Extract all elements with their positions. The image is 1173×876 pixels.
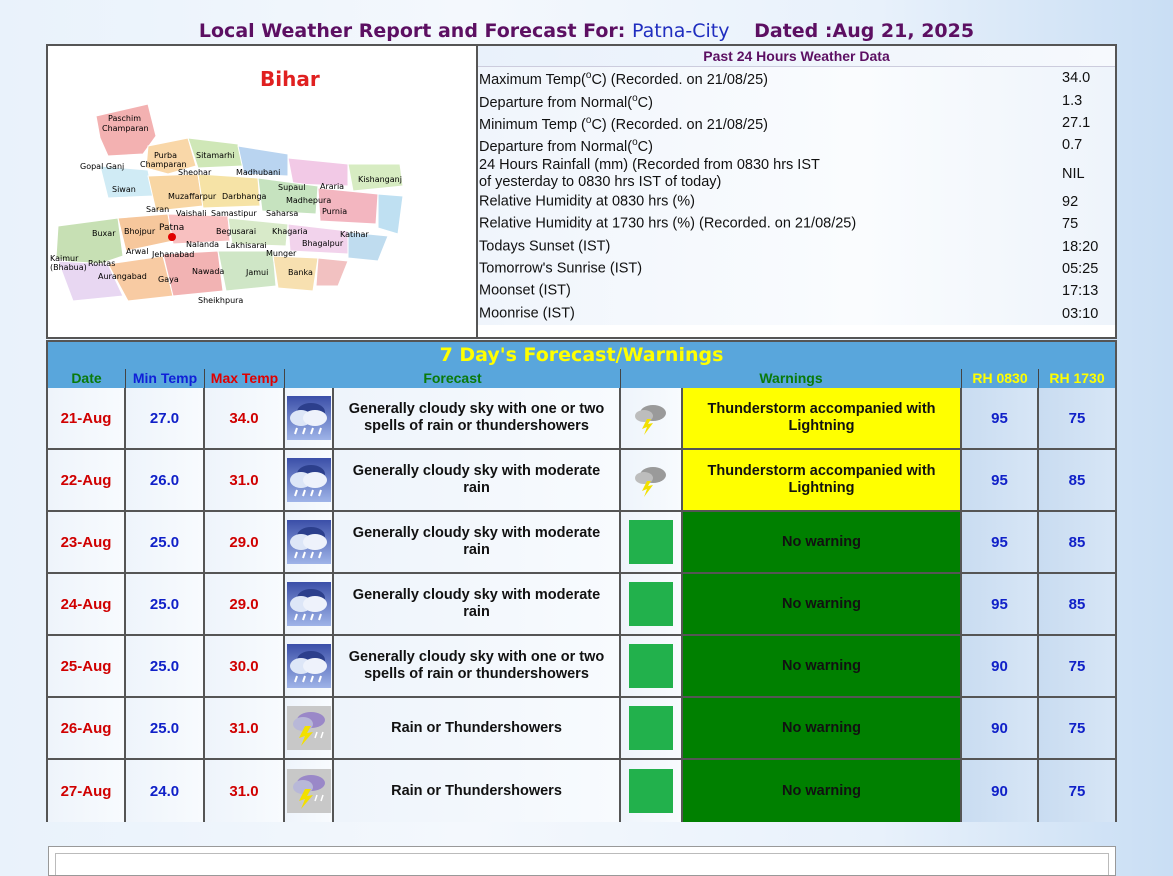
- title-prefix: Local Weather Report and Forecast For:: [198, 20, 626, 42]
- min-temp-text: 25.0: [149, 533, 180, 551]
- svg-text:Lakhisarai: Lakhisarai: [226, 241, 267, 250]
- summary-block: [46, 44, 1117, 339]
- forecast-icon-cell: [285, 388, 334, 450]
- bihar-map: [48, 46, 478, 337]
- warning-text-cell: [683, 574, 962, 636]
- svg-text:Jamui: Jamui: [246, 268, 269, 277]
- rh-0830-cell: [962, 512, 1039, 574]
- no-warning-square-icon: [629, 706, 673, 750]
- forecast-text-text: Generally cloudy sky with moderate rain: [352, 463, 601, 496]
- past-row-rh-0830: Relative Humidity at 0830 hrs (%) 92: [478, 191, 1115, 213]
- rh-0830-text: 95: [991, 533, 1008, 551]
- warning-text: No warning: [782, 533, 861, 550]
- header-forecast: Forecast: [285, 369, 621, 388]
- header-rh-0830: RH 0830: [962, 369, 1039, 388]
- thunderstorm-cloud-icon: [631, 401, 671, 435]
- svg-text:Darbhanga: Darbhanga: [222, 192, 267, 201]
- max-temp-cell: [205, 760, 285, 822]
- max-temp-cell: [205, 512, 285, 574]
- date-text: 21-Aug: [60, 409, 112, 427]
- rh-1730-cell: [1039, 760, 1115, 822]
- svg-text:Araria: Araria: [320, 182, 345, 191]
- warning-icon-cell: [621, 636, 683, 698]
- svg-text:Katihar: Katihar: [340, 230, 369, 239]
- svg-text:Aurangabad: Aurangabad: [98, 272, 147, 281]
- date-text: 25-Aug: [60, 657, 112, 675]
- max-temp-text: 29.0: [229, 533, 259, 551]
- rh-1730-text: 75: [1068, 782, 1086, 800]
- forecast-text-cell: [334, 512, 621, 574]
- svg-text:Champaran: Champaran: [102, 124, 149, 133]
- forecast-icon-cell: [285, 636, 334, 698]
- past-row-rh-1730: Relative Humidity at 1730 hrs (%) (Recorded. on 21/08/25) 75: [478, 213, 1115, 235]
- max-temp-text: 29.0: [229, 595, 259, 613]
- warning-text-cell: [683, 698, 962, 760]
- warning-icon-cell: [621, 388, 683, 450]
- thundershower-icon: [287, 706, 331, 750]
- rh-0830-cell: [962, 574, 1039, 636]
- min-temp-text: 25.0: [149, 719, 180, 737]
- svg-text:Khagaria: Khagaria: [272, 227, 308, 236]
- past-row-min-temp: Minimum Temp ($^o$C) (Recorded. on 21/08/25) 27.1: [478, 112, 1115, 134]
- forecast-text-text: Rain or Thundershowers: [391, 719, 562, 736]
- warning-text: No warning: [782, 595, 861, 612]
- svg-text:Bhagalpur: Bhagalpur: [302, 239, 344, 248]
- svg-text:Vaishali: Vaishali: [176, 209, 207, 218]
- svg-text:Samastipur: Samastipur: [211, 209, 257, 218]
- svg-text:Kaimur: Kaimur: [50, 254, 79, 263]
- rh-1730-text: 85: [1068, 471, 1086, 489]
- forecast-row: [48, 760, 1115, 822]
- no-warning-square-icon: [629, 582, 673, 626]
- no-warning-square-icon: [629, 644, 673, 688]
- rh-0830-cell: [962, 698, 1039, 760]
- date-text: 24-Aug: [60, 595, 112, 613]
- header-min-temp: Min Temp: [126, 369, 205, 388]
- date-cell: [48, 388, 126, 450]
- warning-icon-cell: [621, 760, 683, 822]
- date-cell: [48, 760, 126, 822]
- rh-0830-text: 95: [991, 471, 1008, 489]
- forecast-row: [48, 388, 1115, 450]
- thunderstorm-cloud-icon: [631, 463, 671, 497]
- svg-text:Kishanganj: Kishanganj: [358, 175, 402, 184]
- warning-icon-cell: [621, 450, 683, 512]
- rh-1730-cell: [1039, 512, 1115, 574]
- svg-text:Gaya: Gaya: [158, 275, 179, 284]
- past-row-max-temp: Maximum Temp($^o$C) (Recorded. on 21/08/25) 34.0: [478, 67, 1115, 89]
- no-warning-square-icon: [629, 520, 673, 564]
- rh-0830-text: 95: [991, 595, 1008, 613]
- past-row-moonrise: Moonrise (IST) 03:10: [478, 303, 1115, 325]
- rh-1730-cell: [1039, 388, 1115, 450]
- min-temp-cell: [126, 450, 205, 512]
- forecast-icon-cell: [285, 698, 334, 760]
- rh-1730-cell: [1039, 636, 1115, 698]
- map-state-label: Bihar: [260, 67, 320, 91]
- past-24h-panel: [478, 46, 1115, 337]
- svg-text:Nalanda: Nalanda: [186, 240, 220, 249]
- warning-text-cell: [683, 760, 962, 822]
- forecast-text-text: Generally cloudy sky with one or two spells of rain or thundershowers: [348, 649, 605, 682]
- rh-1730-text: 75: [1068, 657, 1086, 675]
- bihar-map-image: [48, 46, 476, 337]
- past-heading: Past 24 Hours Weather Data: [478, 46, 1115, 67]
- svg-text:Rohtas: Rohtas: [88, 259, 116, 268]
- svg-text:Sitamarhi: Sitamarhi: [196, 151, 235, 160]
- forecast-text-text: Generally cloudy sky with moderate rain: [352, 525, 601, 558]
- warning-text-cell: [683, 636, 962, 698]
- max-temp-cell: [205, 450, 285, 512]
- warning-icon-cell: [621, 512, 683, 574]
- svg-text:Saharsa: Saharsa: [266, 209, 299, 218]
- svg-text:Sheikhpura: Sheikhpura: [198, 296, 244, 305]
- max-temp-cell: [205, 388, 285, 450]
- svg-text:Arwal: Arwal: [126, 247, 149, 256]
- past-row-max-departure: Departure from Normal($^o$C) 1.3: [478, 89, 1115, 111]
- min-temp-cell: [126, 388, 205, 450]
- heavy-rain-cloud-icon: [287, 458, 331, 502]
- rh-0830-text: 90: [991, 719, 1008, 737]
- bottom-panel: [48, 846, 1116, 876]
- svg-text:Jehanabad: Jehanabad: [152, 250, 195, 259]
- heavy-rain-cloud-icon: [287, 582, 331, 626]
- min-temp-cell: [126, 760, 205, 822]
- past-row-min-departure: Departure from Normal($^o$C) 0.7: [478, 134, 1115, 156]
- max-temp-text: 34.0: [229, 409, 259, 427]
- page-title: [0, 20, 1173, 42]
- forecast-text-cell: [334, 698, 621, 760]
- svg-text:Banka: Banka: [288, 268, 313, 277]
- min-temp-text: 27.0: [149, 409, 180, 427]
- max-temp-text: 31.0: [229, 471, 259, 489]
- svg-text:Siwan: Siwan: [112, 185, 136, 194]
- forecast-icon-cell: [285, 574, 334, 636]
- min-temp-cell: [126, 698, 205, 760]
- date-cell: [48, 636, 126, 698]
- date-text: 27-Aug: [60, 782, 112, 800]
- svg-text:Patna: Patna: [159, 223, 185, 233]
- forecast-text-text: Generally cloudy sky with moderate rain: [352, 587, 601, 620]
- rh-0830-text: 90: [991, 782, 1008, 800]
- rh-0830-cell: [962, 450, 1039, 512]
- forecast-text-text: Rain or Thundershowers: [391, 782, 562, 799]
- svg-text:Champaran: Champaran: [140, 160, 187, 169]
- warning-text: Thunderstorm accompanied with Lightning: [707, 463, 936, 496]
- svg-text:Begusarai: Begusarai: [216, 227, 257, 236]
- svg-text:Madhubani: Madhubani: [236, 168, 281, 177]
- warning-text-cell: [683, 388, 962, 450]
- svg-text:Supaul: Supaul: [278, 183, 306, 192]
- svg-text:Bhojpur: Bhojpur: [124, 227, 156, 236]
- svg-text:Gopal Ganj: Gopal Ganj: [80, 162, 125, 171]
- date-text: 23-Aug: [60, 533, 112, 551]
- forecast-text-cell: [334, 760, 621, 822]
- header-rh-1730: RH 1730: [1039, 369, 1115, 388]
- past-row-rainfall: 24 Hours Rainfall (mm) (Recorded from 0830 hrs IST of yesterday to 0830 hrs IST of today) NIL: [478, 157, 1115, 191]
- heavy-rain-cloud-icon: [287, 520, 331, 564]
- max-temp-cell: [205, 698, 285, 760]
- past-row-sunrise: Tomorrow's Sunrise (IST) 05:25: [478, 258, 1115, 280]
- min-temp-cell: [126, 574, 205, 636]
- date-text: 22-Aug: [60, 471, 112, 489]
- rh-1730-cell: [1039, 698, 1115, 760]
- svg-text:(Bhabua): (Bhabua): [50, 263, 87, 272]
- header-warnings: Warnings: [621, 369, 962, 388]
- rh-0830-cell: [962, 636, 1039, 698]
- svg-text:Nawada: Nawada: [192, 267, 225, 276]
- rh-0830-text: 90: [991, 657, 1008, 675]
- forecast-text-text: Generally cloudy sky with one or two spells of rain or thundershowers: [348, 401, 605, 434]
- max-temp-text: 31.0: [229, 719, 259, 737]
- svg-text:Muzaffarpur: Muzaffarpur: [168, 192, 217, 201]
- heavy-rain-cloud-icon: [287, 644, 331, 688]
- svg-text:Madhepura: Madhepura: [286, 196, 332, 205]
- rh-1730-cell: [1039, 450, 1115, 512]
- forecast-text-cell: [334, 450, 621, 512]
- forecast-text-cell: [334, 636, 621, 698]
- svg-text:Purnia: Purnia: [322, 207, 348, 216]
- max-temp-cell: [205, 636, 285, 698]
- forecast-title: 7 Day's Forecast/Warnings: [48, 342, 1115, 369]
- forecast-text-cell: [334, 574, 621, 636]
- report-date: Dated :Aug 21, 2025: [754, 20, 975, 42]
- min-temp-cell: [126, 636, 205, 698]
- warning-text: No warning: [782, 719, 861, 736]
- header-max-temp: Max Temp: [205, 369, 285, 388]
- header-date: Date: [48, 369, 126, 388]
- warning-icon-cell: [621, 698, 683, 760]
- rh-1730-text: 75: [1068, 719, 1086, 737]
- date-cell: [48, 574, 126, 636]
- rh-1730-text: 85: [1068, 595, 1086, 613]
- min-temp-text: 25.0: [149, 595, 180, 613]
- min-temp-cell: [126, 512, 205, 574]
- max-temp-text: 30.0: [229, 657, 259, 675]
- rh-1730-text: 75: [1068, 409, 1086, 427]
- svg-text:Paschim: Paschim: [108, 114, 142, 123]
- svg-text:Buxar: Buxar: [92, 229, 116, 238]
- min-temp-text: 24.0: [149, 782, 180, 800]
- no-warning-square-icon: [629, 769, 673, 813]
- forecast-icon-cell: [285, 512, 334, 574]
- date-cell: [48, 698, 126, 760]
- thundershower-icon: [287, 769, 331, 813]
- svg-text:Sheohar: Sheohar: [178, 168, 212, 177]
- min-temp-text: 25.0: [149, 657, 180, 675]
- forecast-table: [46, 340, 1117, 822]
- forecast-icon-cell: [285, 450, 334, 512]
- svg-text:Munger: Munger: [266, 249, 297, 258]
- rh-0830-text: 95: [991, 409, 1008, 427]
- svg-text:Purba: Purba: [154, 151, 178, 160]
- max-temp-text: 31.0: [229, 782, 259, 800]
- warning-text: No warning: [782, 657, 861, 674]
- warning-text-cell: [683, 512, 962, 574]
- forecast-row: [48, 636, 1115, 698]
- rh-1730-cell: [1039, 574, 1115, 636]
- past-row-sunset: Todays Sunset (IST) 18:20: [478, 235, 1115, 257]
- rh-0830-cell: [962, 760, 1039, 822]
- forecast-row: [48, 698, 1115, 760]
- heavy-rain-cloud-icon: [287, 396, 331, 440]
- forecast-icon-cell: [285, 760, 334, 822]
- svg-text:Saran: Saran: [146, 205, 170, 214]
- forecast-text-cell: [334, 388, 621, 450]
- max-temp-cell: [205, 574, 285, 636]
- min-temp-text: 26.0: [149, 471, 180, 489]
- date-text: 26-Aug: [60, 719, 112, 737]
- warning-text: No warning: [782, 782, 861, 799]
- forecast-row: [48, 450, 1115, 512]
- warning-icon-cell: [621, 574, 683, 636]
- date-cell: [48, 512, 126, 574]
- past-row-moonset: Moonset (IST) 17:13: [478, 280, 1115, 302]
- forecast-row: [48, 574, 1115, 636]
- date-cell: [48, 450, 126, 512]
- warning-text: Thunderstorm accompanied with Lightning: [707, 401, 936, 434]
- rh-0830-cell: [962, 388, 1039, 450]
- forecast-row: [48, 512, 1115, 574]
- rh-1730-text: 85: [1068, 533, 1086, 551]
- warning-text-cell: [683, 450, 962, 512]
- city-name: Patna-City: [632, 20, 730, 42]
